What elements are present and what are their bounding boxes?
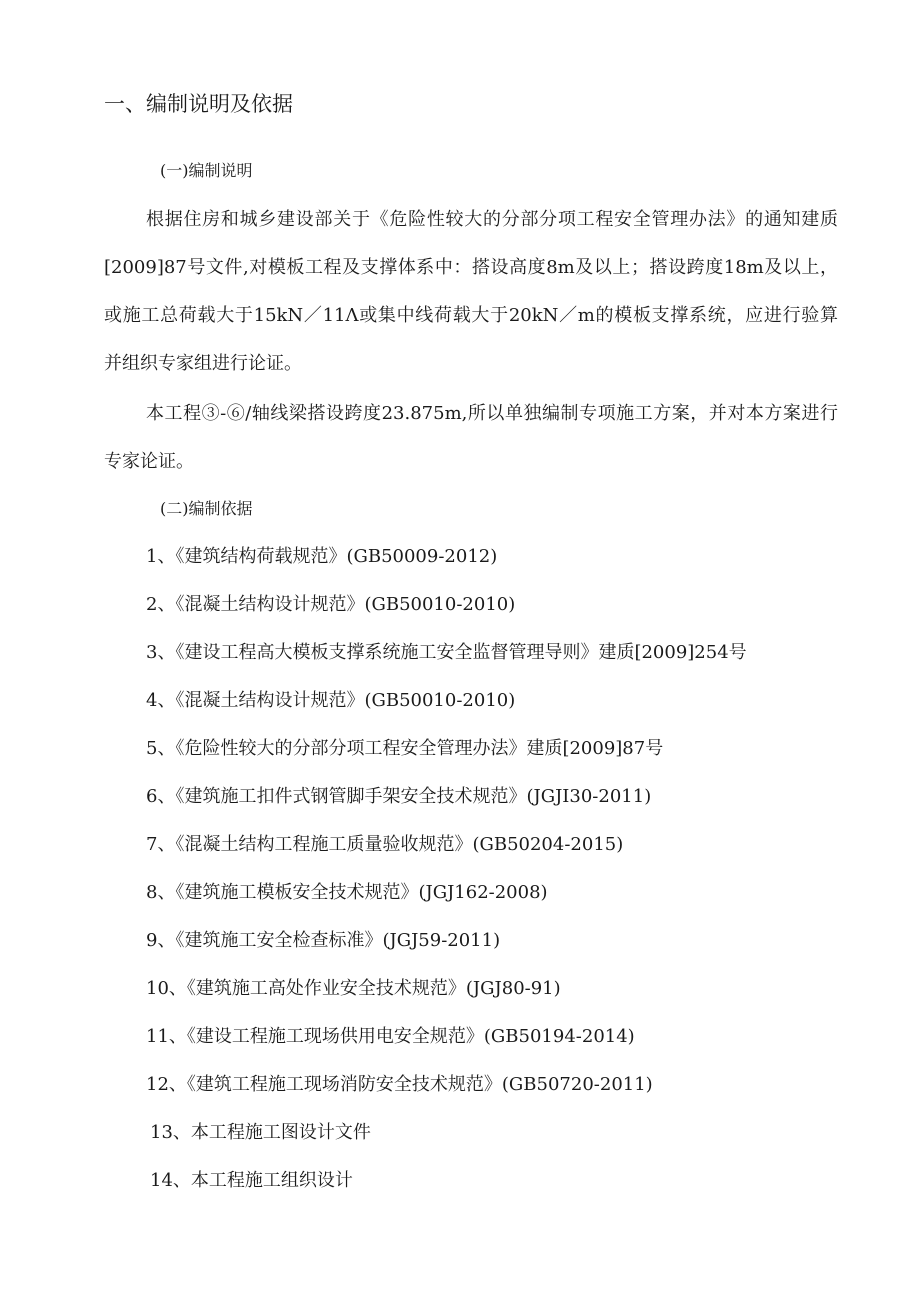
- list-item: 10、《建筑施工高处作业安全技术规范》(JGJ80-91): [146, 978, 561, 999]
- list-item: 7、《混凝土结构工程施工质量验收规范》(GB50204-2015): [146, 834, 624, 855]
- list-item: 11、《建设工程施工现场供用电安全规范》(GB50194-2014): [146, 1026, 635, 1047]
- list-item: 5、《危险性较大的分部分项工程安全管理办法》建质[2009]87号: [146, 738, 664, 759]
- paragraph-line: 本工程③-⑥/轴线梁搭设跨度23.875m,所以单独编制专项施工方案，并对本方案进行: [146, 403, 838, 424]
- subsection-title-explanation: (一)编制说明: [160, 161, 253, 180]
- list-item: 13、本工程施工图设计文件: [150, 1122, 371, 1143]
- list-item: 9、《建筑施工安全检查标准》(JGJ59-2011): [146, 930, 501, 951]
- paragraph-line: 专家论证。: [104, 451, 194, 472]
- list-item: 12、《建筑工程施工现场消防安全技术规范》(GB50720-2011): [146, 1074, 653, 1095]
- section-heading: 一、编制说明及依据: [104, 92, 293, 116]
- paragraph-line: 或施工总荷载大于15kN／11Λ或集中线荷载大于20kN／m的模板支撑系统，应进行验算: [104, 305, 838, 326]
- subsection-title-basis: (二)编制依据: [160, 499, 253, 518]
- list-item: 8、《建筑施工模板安全技术规范》(JGJ162-2008): [146, 882, 548, 903]
- list-item: 3、《建设工程高大模板支撑系统施工安全监督管理导则》建质[2009]254号: [146, 642, 747, 663]
- list-item: 2、《混凝土结构设计规范》(GB50010-2010): [146, 594, 516, 615]
- paragraph-line: [2009]87号文件,对模板工程及支撑体系中：搭设高度8m及以上；搭设跨度18m及以上，: [104, 257, 838, 278]
- list-item: 1、《建筑结构荷载规范》(GB50009-2012): [146, 546, 498, 567]
- paragraph-line: 并组织专家组进行论证。: [104, 353, 302, 374]
- paragraph-line: 根据住房和城乡建设部关于《危险性较大的分部分项工程安全管理办法》的通知建质: [146, 209, 838, 230]
- list-item: 4、《混凝土结构设计规范》(GB50010-2010): [146, 690, 516, 711]
- list-item: 6、《建筑施工扣件式钢管脚手架安全技术规范》(JGJI30-2011): [146, 786, 652, 807]
- list-item: 14、本工程施工组织设计: [150, 1170, 353, 1191]
